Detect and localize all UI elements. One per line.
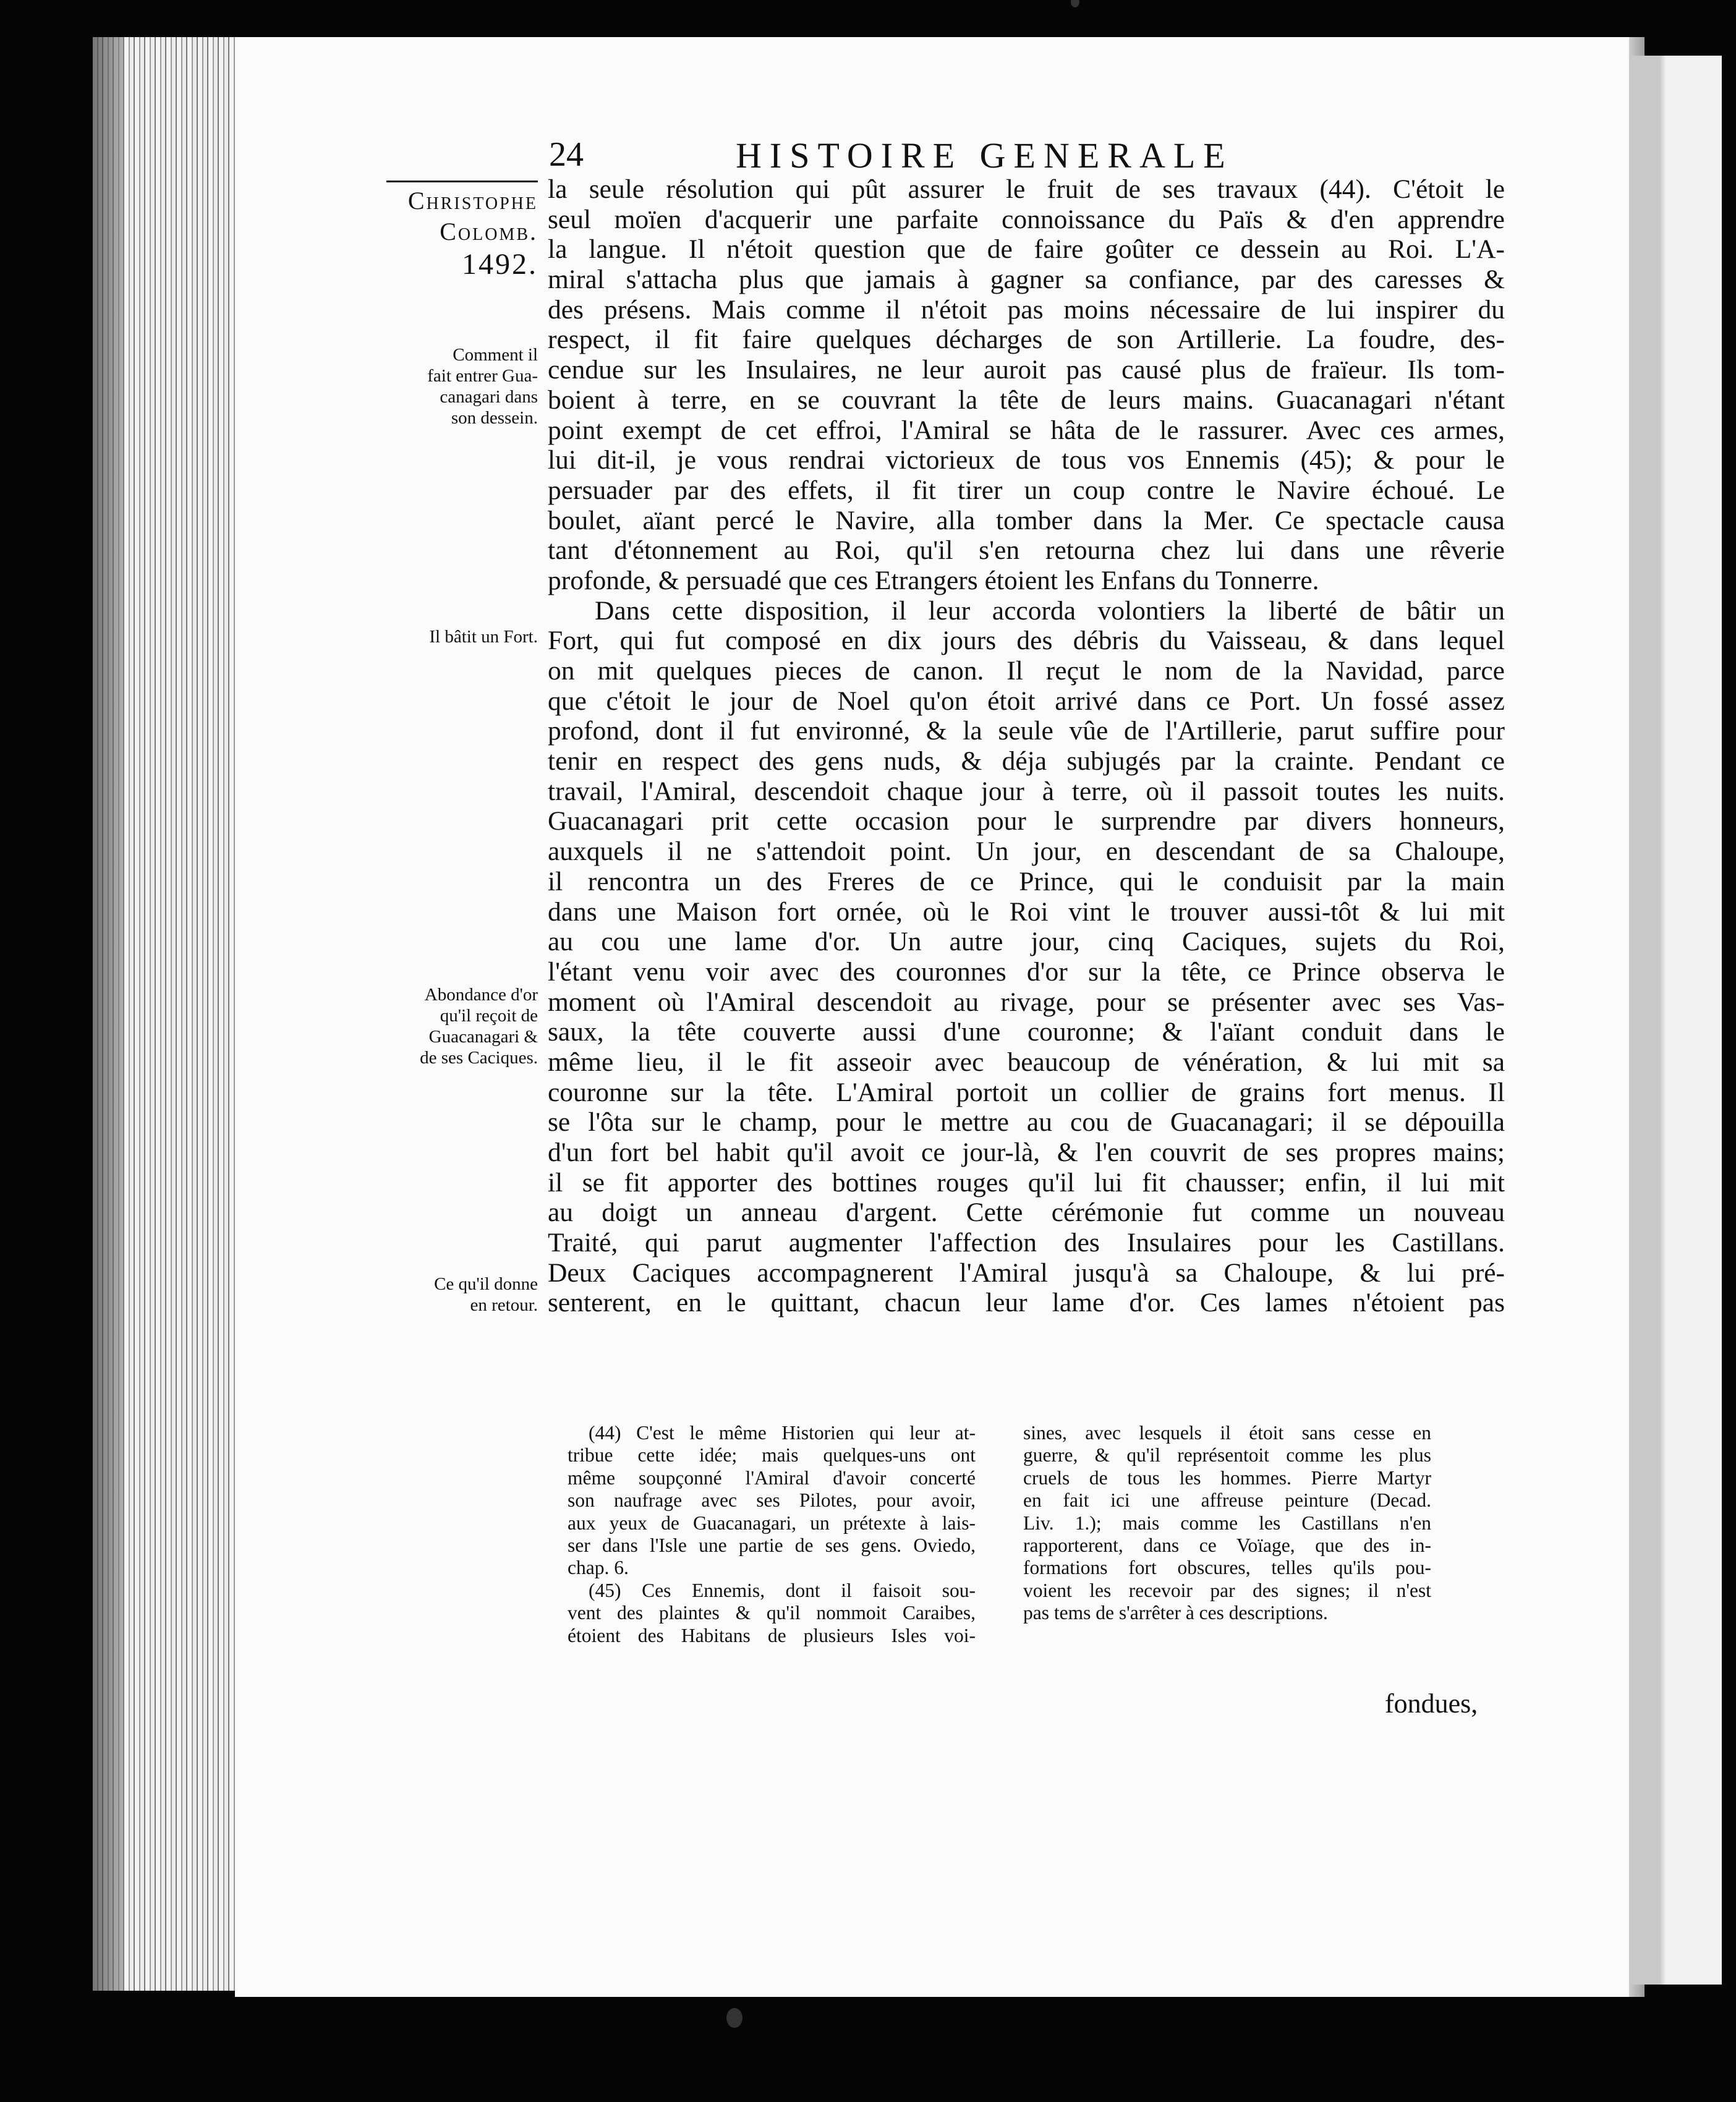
margin-author-firstname: Christophe <box>407 187 538 215</box>
text-line: boulet, aïant percé le Navire, alla tomber dans la Mer. Ce spectacle causa <box>548 505 1505 535</box>
text-line: on mit quelques pieces de canon. Il reçut le nom de la Navidad, parce <box>548 656 1505 686</box>
footnotes-right-column <box>1023 1422 1431 1625</box>
margin-rule <box>386 181 538 182</box>
footnote-line: cruels de tous les hommes. Pierre Martyr <box>1023 1466 1431 1489</box>
text-line: Fort, qui fut composé en dix jours des débris du Vaisseau, & dans lequel <box>548 626 1505 656</box>
margin-note-line: Ce qu'il donne <box>434 1274 538 1294</box>
text-line: moment où l'Amiral descendoit au rivage, pour se présenter avec ses Vas- <box>548 987 1505 1017</box>
margin-note-retour <box>346 1274 538 1316</box>
text-line: que c'étoit le jour de Noel qu'on étoit arrivé dans ce Port. Un fossé assez <box>548 686 1505 716</box>
footnote-line: étoient des Habitans de plusieurs Isles voi- <box>568 1624 976 1646</box>
text-line: saux, la tête couverte aussi d'une couronne; & l'aïant conduit dans le <box>548 1017 1505 1047</box>
margin-note-dessein <box>346 344 538 428</box>
footnote-line: formations fort obscures, telles qu'ils pou- <box>1023 1557 1431 1579</box>
margin-note-line: son dessein. <box>451 408 538 428</box>
margin-note-line: Guacanagari & <box>428 1027 538 1047</box>
footnote-line: même soupçonné l'Amiral d'avoir concerté <box>568 1466 976 1489</box>
text-line: point exempt de cet effroi, l'Amiral se hâta de le rassurer. Avec ces armes, <box>548 415 1505 445</box>
text-line: cendue sur les Insulaires, ne leur auroit pas causé plus de fraïeur. Ils tom- <box>548 355 1505 385</box>
margin-year: 1492. <box>462 248 538 281</box>
text-line: il rencontra un des Freres de ce Prince, qui le conduisit par la main <box>548 866 1505 896</box>
text-line: d'un fort bel habit qu'il avoit ce jour-là, & l'en couvrit de ses propres mains; <box>548 1138 1505 1167</box>
scan-speck <box>726 2008 742 2028</box>
text-line: travail, l'Amiral, descendoit chaque jour à terre, où il passoit toutes les nuits. <box>548 776 1505 806</box>
margin-note-or <box>346 984 538 1068</box>
text-line: couronne sur la tête. L'Amiral portoit un collier de grains fort menus. Il <box>548 1077 1505 1107</box>
text-line: tenir en respect des gens nuds, & déja subjugés par la crainte. Pendant ce <box>548 746 1505 777</box>
text-line: senterent, en le quittant, chacun leur lame d'or. Ces lames n'étoient pas <box>548 1288 1505 1318</box>
text-line: persuader par des effets, il fit tirer un coup contre le Navire échoué. Le <box>548 475 1505 505</box>
text-line: la seule résolution qui pût assurer le fruit de ses travaux (44). C'étoit le <box>548 174 1505 204</box>
footnote-line: chap. 6. <box>568 1557 629 1579</box>
text-line: des présens. Mais comme il n'étoit pas moins nécessaire de lui inspirer du <box>548 294 1505 325</box>
margin-note-line: fait entrer Gua- <box>427 366 538 386</box>
text-line: se l'ôta sur le champ, pour le mettre au cou de Guacanagari; il se dépouilla <box>548 1107 1505 1138</box>
margin-note-line: canagari dans <box>440 387 538 407</box>
footnote-line: (44) C'est le même Historien qui leur at- <box>589 1422 976 1444</box>
text-line: la langue. Il n'étoit question que de faire goûter ce dessein au Roi. L'A- <box>548 234 1505 265</box>
margin-note-line: Comment il <box>453 345 538 365</box>
footnotes-left-column <box>568 1422 976 1647</box>
book-spine-shadow <box>93 37 124 1991</box>
footnote-line: aux yeux de Guacanagari, un prétexte à lais- <box>568 1512 976 1534</box>
text-line: miral s'attacha plus que jamais à gagner sa confiance, par des caresses & <box>548 265 1505 295</box>
text-line: profonde, & persuadé que ces Etrangers étoient les Enfans du Tonnerre. <box>548 565 1319 595</box>
footnote-line: voient les recevoir par des signes; il n'est <box>1023 1579 1431 1601</box>
page-number: 24 <box>549 135 584 174</box>
text-line: seul moïen d'acquerir une parfaite connoissance du Païs & d'en apprendre <box>548 204 1505 234</box>
footnote-line: (45) Ces Ennemis, dont il faisoit sou- <box>589 1579 976 1601</box>
text-line: dans une Maison fort ornée, où le Roi vint le trouver aussi-tôt & lui mit <box>548 896 1505 927</box>
margin-note-line: de ses Caciques. <box>420 1048 538 1068</box>
text-line: l'étant venu voir avec des couronnes d'or sur la tête, ce Prince observa le <box>548 956 1505 987</box>
running-title: HISTOIRE GENERALE <box>736 135 1233 176</box>
footnote-line: rapporterent, dans ce Voïage, que des in- <box>1023 1534 1431 1556</box>
margin-note-line: Il bâtit un Fort. <box>429 627 538 647</box>
text-line: lui dit-il, je vous rendrai victorieux de tous vos Ennemis (45); & pour le <box>548 445 1505 475</box>
text-line: tant d'étonnement au Roi, qu'il s'en retourna chez lui dans une rêverie <box>548 535 1505 566</box>
text-line: Deux Caciques accompagnerent l'Amiral jusqu'à sa Chaloupe, & lui pré- <box>548 1257 1505 1288</box>
text-line: au cou une lame d'or. Un autre jour, cinq Caciques, sujets du Roi, <box>548 927 1505 957</box>
text-line: même lieu, il le fit asseoir avec beaucoup de vénération, & lui mit sa <box>548 1047 1505 1077</box>
footnote-line: tribue cette idée; mais quelques-uns ont <box>568 1444 976 1466</box>
footnote-line: en fait ici une affreuse peinture (Decad. <box>1023 1489 1431 1512</box>
main-text <box>548 174 1505 1318</box>
text-line: profond, dont il fut environné, & la seule vûe de l'Artillerie, parut suffire pour <box>548 716 1505 746</box>
margin-author <box>346 185 538 282</box>
margin-note-line: qu'il reçoit de <box>440 1006 538 1026</box>
footnote-line: Liv. 1.); mais comme les Castillans n'en <box>1023 1512 1431 1534</box>
margin-note-line: en retour. <box>470 1295 538 1315</box>
margin-author-surname: Colomb. <box>440 218 538 245</box>
facing-page-edge <box>1629 56 1722 1985</box>
catchword: fondues, <box>1385 1688 1478 1719</box>
text-line: boient à terre, en se couvrant la tête de leurs mains. Guacanagari n'étant <box>548 385 1505 415</box>
text-line: respect, il fit faire quelques décharges de son Artillerie. La foudre, des- <box>548 325 1505 355</box>
text-line: auxquels il ne s'attendoit point. Un jour, en descendant de sa Chaloupe, <box>548 836 1505 867</box>
footnote-line: ser dans l'Isle une partie de ses gens. Oviedo, <box>568 1534 976 1556</box>
margin-note-line: Abondance d'or <box>424 985 538 1005</box>
footnote-line: sines, avec lesquels il étoit sans cesse en <box>1023 1422 1431 1444</box>
text-line: Guacanagari prit cette occasion pour le surprendre par divers honneurs, <box>548 806 1505 836</box>
footnote-line: guerre, & qu'il représentoit comme les plus <box>1023 1444 1431 1466</box>
text-line: au doigt un anneau d'argent. Cette cérémonie fut comme un nouveau <box>548 1198 1505 1228</box>
text-line: il se fit apporter des bottines rouges qu'il lui fit chausser; enfin, il lui mit <box>548 1167 1505 1198</box>
text-line: Dans cette disposition, il leur accorda volontiers la liberté de bâtir un <box>595 595 1505 626</box>
footnote-line: vent des plaintes & qu'il nommoit Caraibes, <box>568 1602 976 1624</box>
text-line: Traité, qui parut augmenter l'affection des Insulaires pour les Castillans. <box>548 1228 1505 1258</box>
margin-note-fort <box>346 626 538 647</box>
running-head <box>549 135 1303 178</box>
footnote-line: son naufrage avec ses Pilotes, pour avoir, <box>568 1489 976 1512</box>
footnote-line: pas tems de s'arrêter à ces descriptions. <box>1023 1602 1328 1624</box>
